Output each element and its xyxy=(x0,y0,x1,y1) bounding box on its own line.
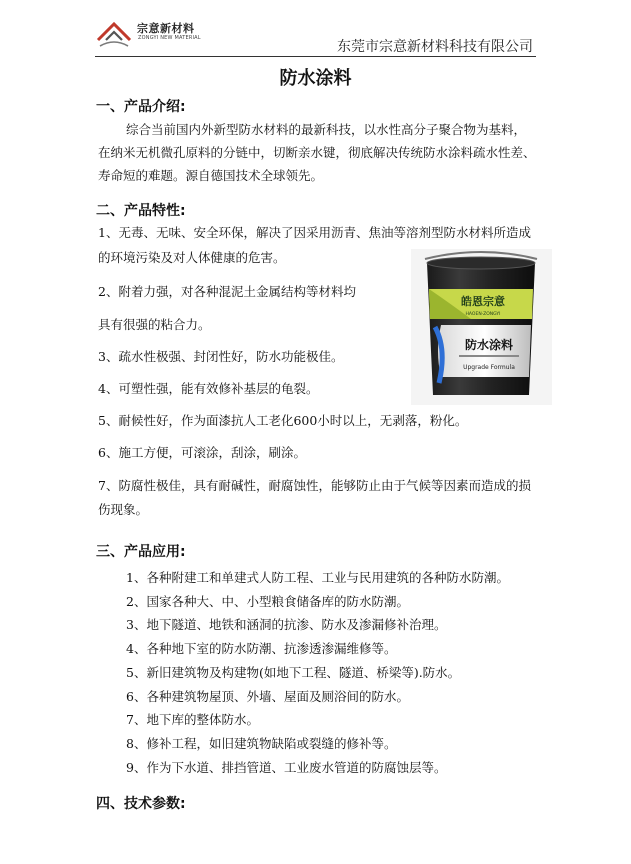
intro-line: 综合当前国内外新型防水材料的最新科技，以水性高分子聚合物为基料， xyxy=(126,122,527,137)
feature-line: 6、施工方便，可滚涂，刮涂，刷涂。 xyxy=(98,445,306,460)
header-divider xyxy=(95,56,536,57)
feature-line: 1、无毒、无味、安全环保，解决了因采用沥青、焦油等溶剂型防水材料所造成 xyxy=(98,225,531,240)
bucket-product-name: 防水涂料 xyxy=(464,338,514,352)
application-line: 1、各种附建工和单建式人防工程、工业与民用建筑的各种防水防潮。 xyxy=(126,570,509,585)
feature-line: 伤现象。 xyxy=(98,502,149,517)
bucket-brand-text: 皓恩宗意 xyxy=(461,295,505,308)
application-line: 4、各种地下室的防水防潮、抗渗透渗漏维修等。 xyxy=(126,641,397,656)
intro-line: 寿命短的难题。源自德国技术全球领先。 xyxy=(98,168,324,183)
feature-line: 2、附着力强，对各种混泥土金属结构等材料均 xyxy=(98,284,356,299)
feature-line: 3、疏水性极强、封闭性好，防水功能极佳。 xyxy=(98,349,344,364)
section-heading-features: 二、产品特性: xyxy=(96,203,186,219)
logo-english-name: ZONGYI NEW MATERIAL xyxy=(138,35,201,41)
company-name: 东莞市宗意新材料科技有限公司 xyxy=(337,39,533,55)
product-bucket-image xyxy=(411,249,552,405)
feature-line: 的环境污染及对人体健康的危害。 xyxy=(98,250,286,265)
application-line: 6、各种建筑物屋顶、外墙、屋面及厕浴间的防水。 xyxy=(126,689,409,704)
page-title: 防水涂料 xyxy=(279,68,352,89)
application-line: 7、地下库的整体防水。 xyxy=(126,712,259,727)
logo-chinese-name: 宗意新材料 xyxy=(137,22,195,35)
feature-line: 5、耐候性好，作为面漆抗人工老化600小时以上，无剥落，粉化。 xyxy=(98,413,468,428)
bucket-subtitle: Upgrade Formula xyxy=(463,364,515,371)
application-line: 2、国家各种大、中、小型粮食储备库的防水防潮。 xyxy=(126,594,409,609)
intro-line: 在纳米无机微孔原料的分链中，切断亲水键，彻底解决传统防水涂料疏水性差、 xyxy=(98,145,536,160)
feature-line: 4、可塑性强，能有效修补基层的龟裂。 xyxy=(98,381,319,396)
feature-line: 具有很强的粘合力。 xyxy=(98,317,211,332)
application-line: 8、修补工程，如旧建筑物缺陷或裂缝的修补等。 xyxy=(126,736,397,751)
bucket-brand-en-text: HAOEN·ZONGYI xyxy=(465,312,501,317)
section-heading-intro: 一、产品介绍: xyxy=(96,99,186,115)
section-heading-applications: 三、产品应用: xyxy=(96,544,186,560)
application-line: 9、作为下水道、排挡管道、工业废水管道的防腐蚀层等。 xyxy=(126,760,447,775)
feature-line: 7、防腐性极佳，具有耐碱性，耐腐蚀性，能够防止由于气候等因素而造成的损 xyxy=(98,478,531,493)
section-heading-technical-params: 四、技术参数: xyxy=(96,796,186,812)
application-line: 3、地下隧道、地铁和涵洞的抗渗、防水及渗漏修补治理。 xyxy=(126,617,447,632)
application-line: 5、新旧建筑物及构建物(如地下工程、隧道、桥梁等).防水。 xyxy=(126,665,461,680)
